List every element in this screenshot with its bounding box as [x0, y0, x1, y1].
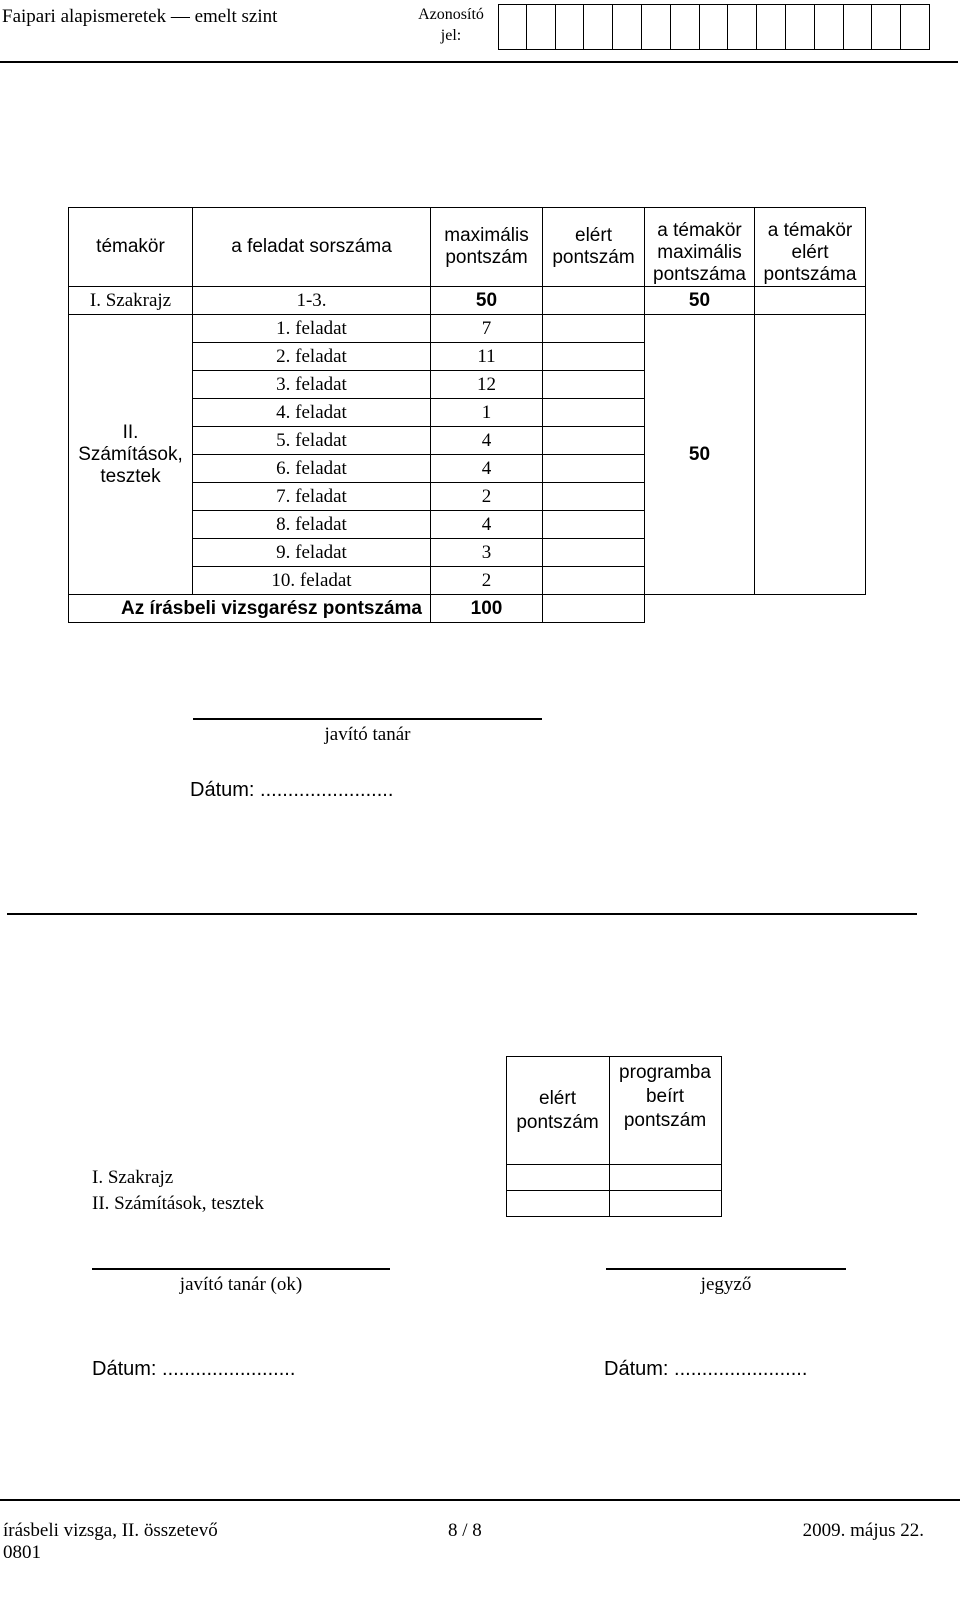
task-cell: 4. feladat — [193, 399, 431, 427]
score-table-header — [69, 208, 866, 287]
signature-line — [92, 1268, 390, 1270]
col-header-topic: témakör — [69, 208, 193, 287]
page-number: 8 / 8 — [448, 1520, 482, 1541]
entered-cell[interactable] — [609, 1191, 721, 1217]
task-cell: 1-3. — [193, 287, 431, 315]
topic-max-cell: 50 — [645, 315, 755, 595]
signature-line — [606, 1268, 846, 1270]
max-cell: 4 — [431, 427, 543, 455]
footer-rule — [0, 1499, 960, 1501]
id-label: Azonosító jel: — [418, 6, 484, 44]
task-cell: 1. feladat — [193, 315, 431, 343]
task-cell: 8. feladat — [193, 511, 431, 539]
col-header-max-points: maximális pontszám — [431, 208, 543, 287]
total-label: Az írásbeli vizsgarész pontszáma — [69, 595, 431, 623]
max-cell: 7 — [431, 315, 543, 343]
total-achieved-cell[interactable] — [543, 595, 645, 623]
achieved-cell[interactable] — [506, 1191, 609, 1217]
table-row-szakrajz — [69, 287, 866, 315]
id-box[interactable] — [815, 4, 844, 50]
id-boxes — [498, 4, 930, 50]
achieved-cell[interactable] — [543, 483, 645, 511]
id-box[interactable] — [872, 4, 901, 50]
footer-left: írásbeli vizsga, II. összetevő 0801 — [3, 1520, 218, 1563]
id-box[interactable] — [584, 4, 613, 50]
achieved-cell[interactable] — [543, 539, 645, 567]
footer-date: 2009. május 22. — [802, 1520, 924, 1541]
id-box[interactable] — [844, 4, 873, 50]
total-max: 100 — [431, 595, 543, 623]
header-rule — [0, 61, 958, 63]
date-field: Dátum: ........................ — [92, 1358, 296, 1380]
document-header-title: Faipari alapismeretek — emelt szint — [2, 6, 278, 27]
max-cell: 4 — [431, 511, 543, 539]
achieved-cell[interactable] — [543, 427, 645, 455]
achieved-cell[interactable] — [543, 315, 645, 343]
id-box[interactable] — [556, 4, 585, 50]
divider-line — [7, 913, 917, 915]
topic-achieved-cell[interactable] — [755, 315, 866, 595]
achieved-cell[interactable] — [506, 1165, 609, 1191]
achieved-cell[interactable] — [543, 511, 645, 539]
signature-label-notary: jegyző — [700, 1274, 752, 1295]
id-box[interactable] — [642, 4, 671, 50]
id-box[interactable] — [613, 4, 642, 50]
achieved-cell[interactable] — [543, 371, 645, 399]
summary-row-label: I. Szakrajz — [92, 1166, 174, 1188]
id-box[interactable] — [498, 4, 527, 50]
col-header-entered-points: programba beírt pontszám — [609, 1057, 721, 1165]
max-cell: 4 — [431, 455, 543, 483]
task-cell: 3. feladat — [193, 371, 431, 399]
summary-row — [92, 1165, 721, 1191]
table-row-total — [69, 595, 866, 623]
entered-cell[interactable] — [609, 1165, 721, 1191]
id-box[interactable] — [671, 4, 700, 50]
topic-max-cell: 50 — [645, 287, 755, 315]
achieved-cell[interactable] — [543, 567, 645, 595]
achieved-cell[interactable] — [543, 343, 645, 371]
topic-cell: I. Szakrajz — [69, 287, 193, 315]
col-header-achieved-points: elért pontszám — [543, 208, 645, 287]
summary-row — [92, 1191, 721, 1217]
table-row — [69, 315, 866, 343]
max-cell: 1 — [431, 399, 543, 427]
task-cell: 6. feladat — [193, 455, 431, 483]
max-cell: 11 — [431, 343, 543, 371]
max-cell: 12 — [431, 371, 543, 399]
id-box[interactable] — [901, 4, 930, 50]
id-box[interactable] — [728, 4, 757, 50]
date-field: Dátum: ........................ — [190, 779, 394, 801]
col-header-task-number: a feladat sorszáma — [193, 208, 431, 287]
topic-cell: II. Számítások, tesztek — [69, 315, 193, 595]
topic-achieved-cell[interactable] — [755, 287, 866, 315]
signature-line — [193, 718, 542, 720]
summary-table — [92, 1056, 722, 1217]
date-field: Dátum: ........................ — [604, 1358, 808, 1380]
score-table — [68, 207, 866, 623]
achieved-cell[interactable] — [543, 399, 645, 427]
task-cell: 9. feladat — [193, 539, 431, 567]
summary-header — [92, 1057, 721, 1165]
signature-label: javító tanár — [324, 724, 411, 745]
id-box[interactable] — [786, 4, 815, 50]
col-header-topic-max: a témakör maximális pontszáma — [645, 208, 755, 287]
max-cell: 3 — [431, 539, 543, 567]
max-cell: 50 — [431, 287, 543, 315]
achieved-cell[interactable] — [543, 287, 645, 315]
col-header-topic-achieved: a témakör elért pontszáma — [755, 208, 866, 287]
task-cell: 10. feladat — [193, 567, 431, 595]
achieved-cell[interactable] — [543, 455, 645, 483]
task-cell: 7. feladat — [193, 483, 431, 511]
signature-label-teacher: javító tanár (ok) — [179, 1274, 303, 1295]
max-cell: 2 — [431, 567, 543, 595]
col-header-achieved-points: elért pontszám — [506, 1057, 609, 1165]
max-cell: 2 — [431, 483, 543, 511]
id-box[interactable] — [527, 4, 556, 50]
id-box[interactable] — [700, 4, 729, 50]
task-cell: 5. feladat — [193, 427, 431, 455]
id-box[interactable] — [757, 4, 786, 50]
summary-row-label: II. Számítások, tesztek — [92, 1192, 265, 1214]
task-cell: 2. feladat — [193, 343, 431, 371]
